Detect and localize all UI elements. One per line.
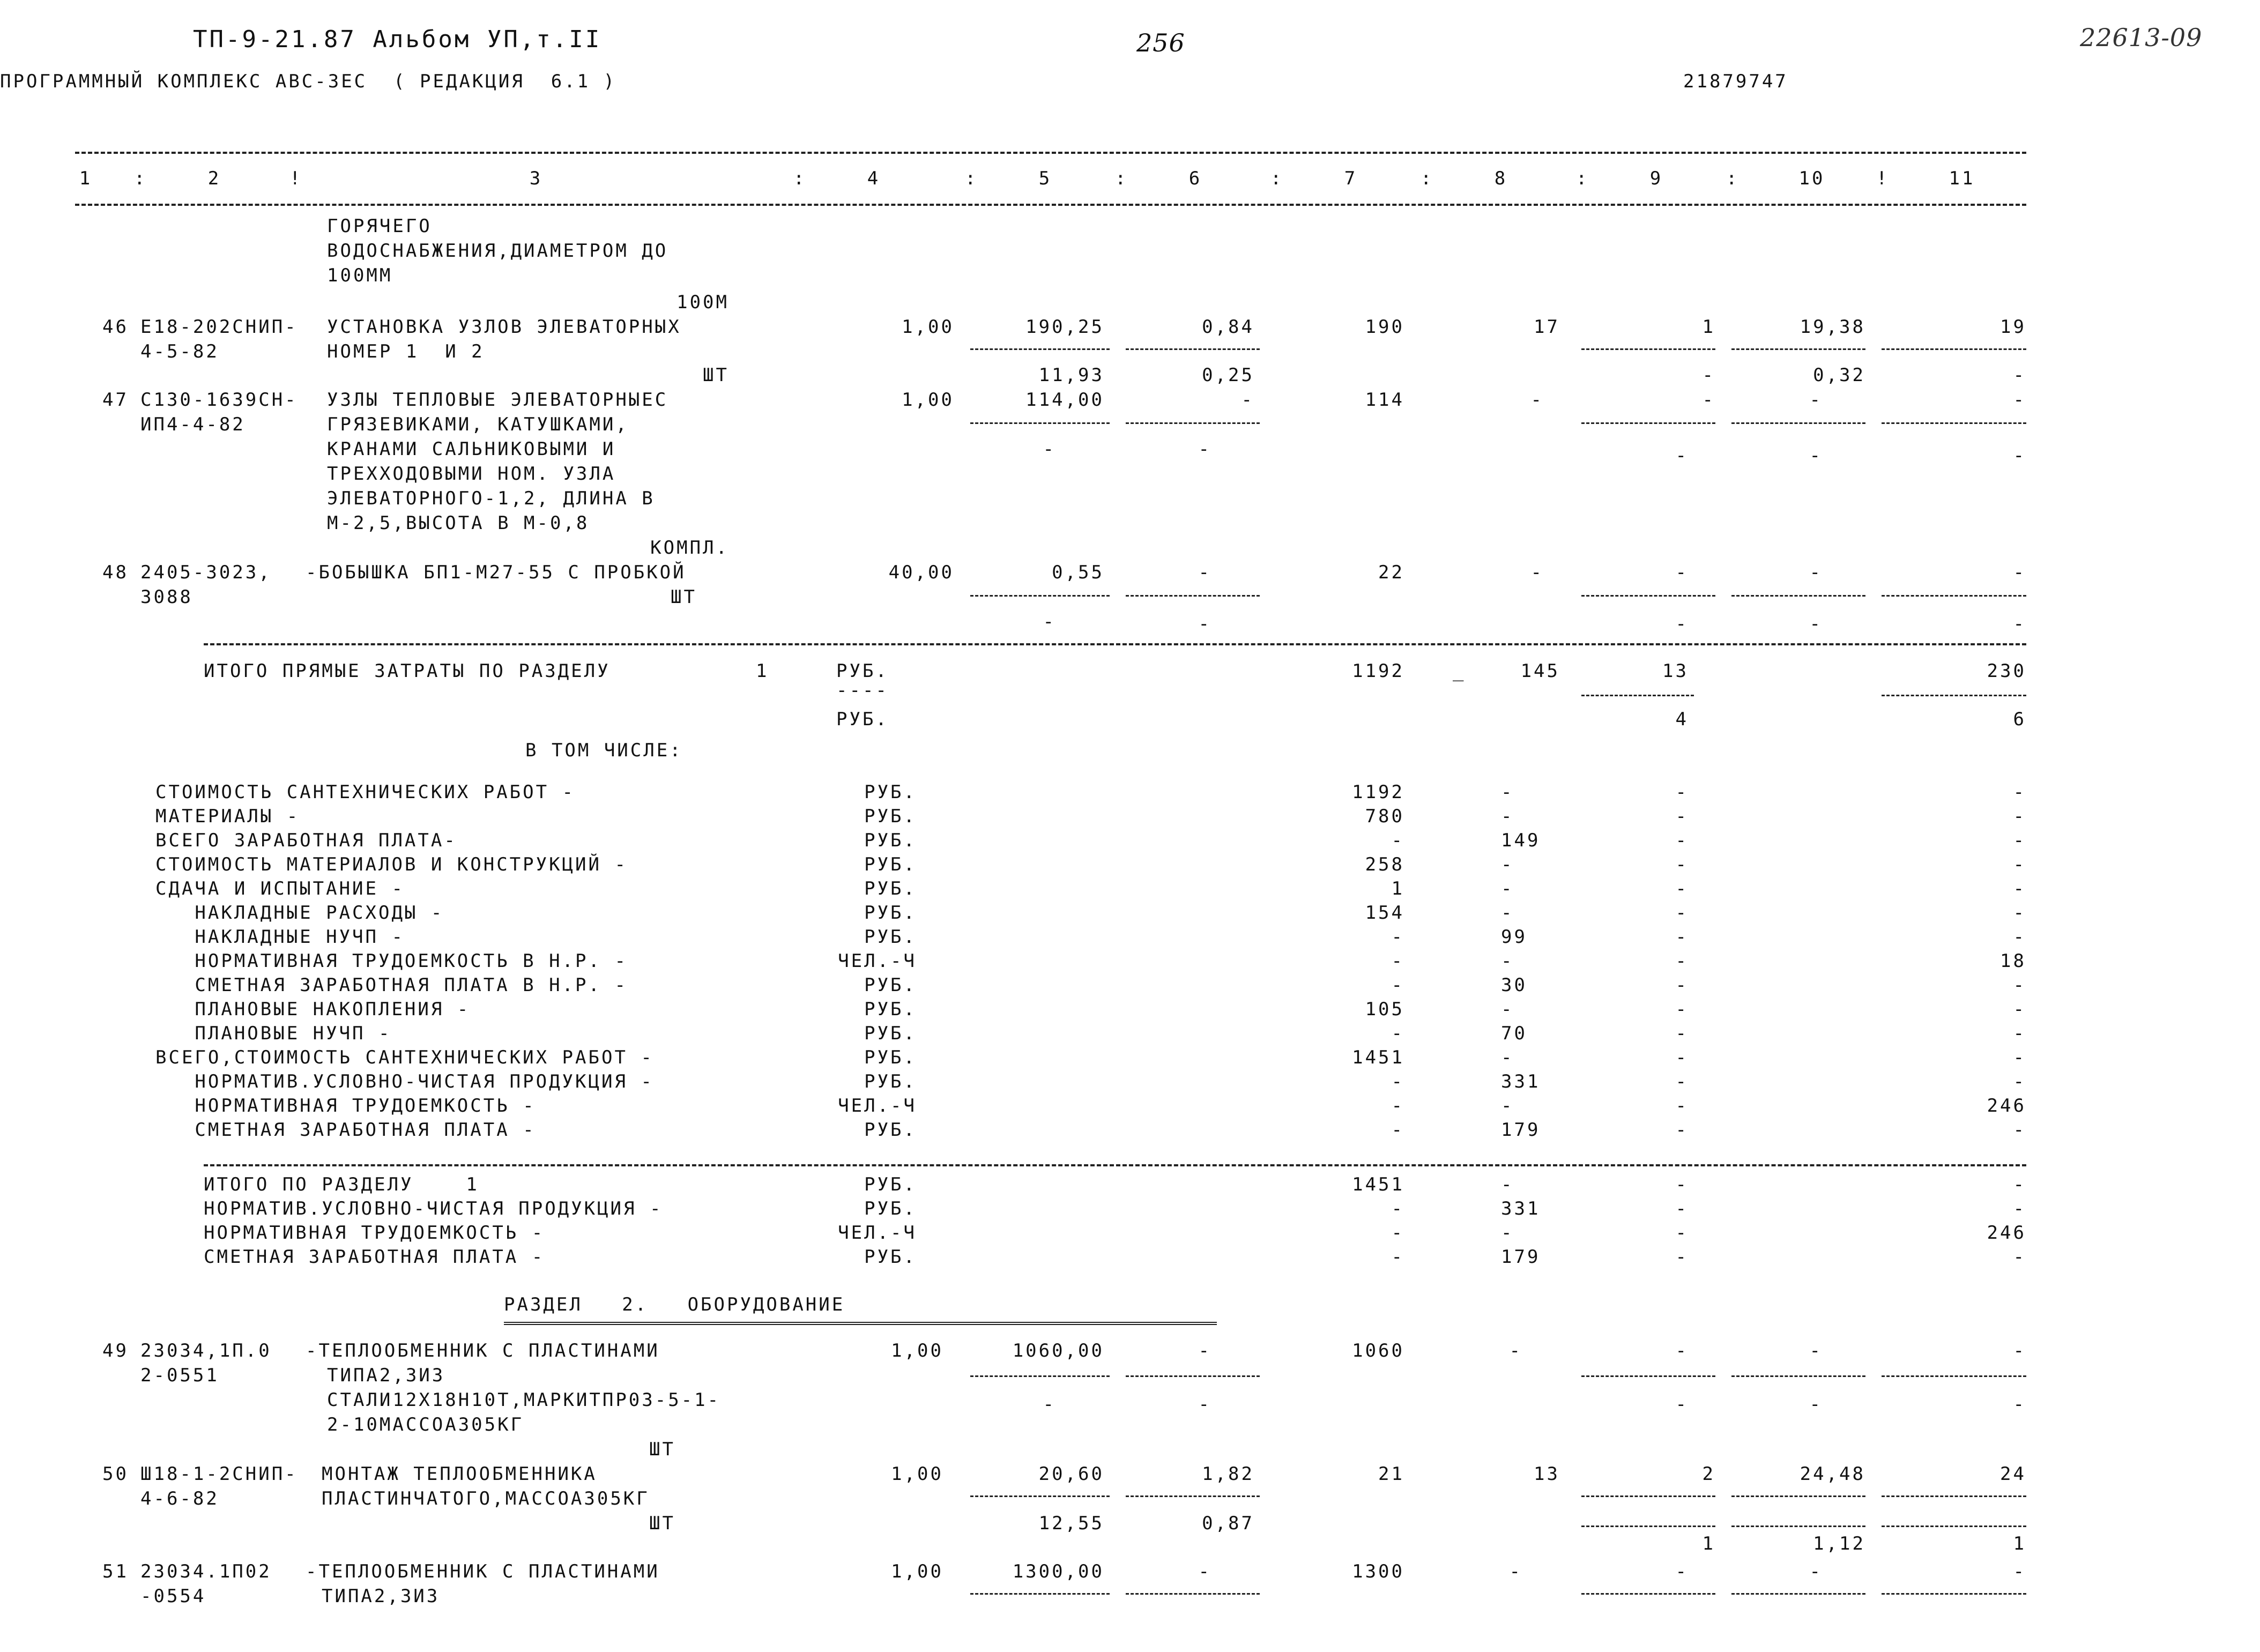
breakdown-value: -	[1675, 830, 1689, 851]
row-value: 1300,00	[1012, 1561, 1104, 1582]
total-unit-dash: ----	[836, 680, 889, 701]
breakdown-value: -	[2013, 782, 2026, 803]
row-description: ТИПА2,3И3	[322, 1586, 440, 1607]
row-code: 2405-3023,	[140, 562, 272, 583]
breakdown-value: 331	[1501, 1071, 1541, 1092]
total-value: 6	[2013, 709, 2026, 730]
total-value: 230	[1987, 660, 2026, 682]
row-wage-value: 0,32	[1813, 364, 1865, 386]
breakdown-value: -	[1675, 1246, 1689, 1268]
row-wage-value: -	[1198, 438, 1211, 460]
row-description: -ТЕПЛООБМЕННИК С ПЛАСТИНАМИ	[306, 1340, 660, 1361]
row-description: УЗЛЫ ТЕПЛОВЫЕ ЭЛЕВАТОРНЫЕС	[327, 389, 668, 411]
breakdown-value: -	[1391, 1222, 1404, 1244]
breakdown-unit: РУБ.	[864, 1246, 917, 1268]
row-description: ГРЯЗЕВИКАМИ, КАТУШКАМИ,	[327, 414, 629, 435]
row-unit: КОМПЛ.	[650, 537, 729, 559]
breakdown-value: -	[1675, 1198, 1689, 1219]
breakdown-label: СТОИМОСТЬ МАТЕРИАЛОВ И КОНСТРУКЦИЙ -	[155, 854, 628, 875]
row-wage-value: -	[2013, 445, 2026, 466]
row-value: 1,82	[1202, 1463, 1254, 1485]
row-wage-value: 1	[2013, 1533, 2026, 1554]
row-value: -	[1198, 1561, 1211, 1582]
row-wage-value: -	[1043, 1394, 1056, 1415]
breakdown-unit: РУБ.	[864, 1198, 917, 1219]
breakdown-label: ВСЕГО,СТОИМОСТЬ САНТЕХНИЧЕСКИХ РАБОТ -	[155, 1047, 654, 1068]
row-value: 114	[1365, 389, 1404, 411]
column-header: 10	[1798, 168, 1825, 189]
breakdown-value: -	[1501, 1222, 1514, 1244]
row-value: 17	[1534, 316, 1560, 338]
breakdown-value: -	[2013, 1023, 2026, 1044]
row-value: 114,00	[1025, 389, 1104, 411]
breakdown-value: 246	[1987, 1222, 2026, 1244]
row-value: -	[1809, 562, 1823, 583]
breakdown-value: 18	[2000, 950, 2026, 972]
row-description: ТИПА2,3И3	[327, 1365, 445, 1386]
row-description: КРАНАМИ САЛЬНИКОВЫМИ И	[327, 438, 616, 460]
row-wage-value: -	[1675, 613, 1689, 635]
breakdown-value: -	[1675, 999, 1689, 1020]
row-value: -	[2013, 389, 2026, 411]
breakdown-label: НОРМАТИВ.УСЛОВНО-ЧИСТАЯ ПРОДУКЦИЯ -	[204, 1198, 663, 1219]
row-description: СТАЛИ12Х18Н10Т,МАРКИТПР03-5-1-	[327, 1389, 721, 1411]
breakdown-value: -	[2013, 999, 2026, 1020]
row-description: ПЛАСТИНЧАТОГО,МАССОА305КГ	[322, 1488, 650, 1509]
breakdown-label: НАКЛАДНЫЕ РАСХОДЫ -	[155, 902, 444, 924]
breakdown-value: -	[1501, 1174, 1514, 1195]
breakdown-value: -	[1391, 1023, 1404, 1044]
row-value: -	[1241, 389, 1254, 411]
breakdown-unit: РУБ.	[864, 926, 917, 948]
row-wage-value: -	[1043, 611, 1056, 632]
breakdown-unit: РУБ.	[864, 1023, 917, 1044]
column-header: 1	[79, 168, 93, 189]
breakdown-value: 246	[1987, 1095, 2026, 1117]
row-value: 19	[2000, 316, 2026, 338]
row-value: -	[1702, 389, 1715, 411]
row-description: 100ММ	[327, 265, 393, 286]
breakdown-value: -	[2013, 854, 2026, 875]
row-value: -	[1809, 1340, 1823, 1361]
breakdown-label: СМЕТНАЯ ЗАРАБОТНАЯ ПЛАТА В Н.Р. -	[155, 974, 628, 996]
breakdown-value: -	[2013, 1119, 2026, 1141]
row-value: -	[1509, 1340, 1522, 1361]
breakdown-label: СТОИМОСТЬ САНТЕХНИЧЕСКИХ РАБОТ -	[155, 782, 576, 803]
row-description: УСТАНОВКА УЗЛОВ ЭЛЕВАТОРНЫХ	[327, 316, 681, 338]
row-description: НОМЕР 1 И 2	[327, 341, 485, 362]
page-number: 256	[1136, 28, 1185, 57]
row-value: -	[1675, 562, 1689, 583]
row-value: -	[1809, 389, 1823, 411]
breakdown-unit: РУБ.	[864, 806, 917, 827]
row-unit: ШТ	[703, 364, 729, 386]
row-value: 190,25	[1025, 316, 1104, 338]
total-value: 145	[1520, 660, 1560, 682]
column-header: 11	[1949, 168, 1975, 189]
row-code: 23034.1П02	[140, 1561, 272, 1582]
row-description: 2-10МАССОА305КГ	[327, 1414, 524, 1435]
breakdown-value: -	[1391, 950, 1404, 972]
row-value: 21	[1378, 1463, 1404, 1485]
breakdown-value: -	[1501, 806, 1514, 827]
row-description: ТРЕХХОДОВЫМИ НОМ. УЗЛА	[327, 463, 616, 485]
breakdown-value: 1451	[1352, 1047, 1404, 1068]
stamp-number: 22613-09	[2080, 23, 2203, 52]
breakdown-label: СМЕТНАЯ ЗАРАБОТНАЯ ПЛАТА -	[155, 1119, 536, 1141]
row-value: 0,55	[1052, 562, 1104, 583]
section-rule	[204, 1164, 2026, 1166]
row-code: С130-1639СН-	[140, 389, 298, 411]
breakdown-label: НОРМАТИВ.УСЛОВНО-ЧИСТАЯ ПРОДУКЦИЯ -	[155, 1071, 654, 1092]
row-code: ИП4-4-82	[140, 414, 246, 435]
row-quantity: 1,00	[891, 1340, 943, 1361]
breakdown-label: ВСЕГО ЗАРАБОТНАЯ ПЛАТА-	[155, 830, 457, 851]
total-value: 1192	[1352, 660, 1404, 682]
breakdown-value: -	[1391, 1198, 1404, 1219]
row-number: 48	[102, 562, 129, 583]
breakdown-value: 179	[1501, 1246, 1541, 1268]
column-header: 4	[867, 168, 881, 189]
row-wage-value: -	[2013, 364, 2026, 386]
row-code: 4-5-82	[140, 341, 219, 362]
row-value: 1300	[1352, 1561, 1404, 1582]
header-bottom-rule	[75, 204, 2026, 206]
row-description: -ТЕПЛООБМЕННИК С ПЛАСТИНАМИ	[306, 1561, 660, 1582]
breakdown-value: -	[1501, 878, 1514, 899]
document-code: 21879747	[1683, 71, 1788, 92]
breakdown-unit: РУБ.	[864, 878, 917, 899]
row-code: Ш18-1-2СНИП-	[140, 1463, 298, 1485]
row-value: 1060,00	[1012, 1340, 1104, 1361]
row-wage-value: -	[2013, 1394, 2026, 1415]
row-value: 13	[1534, 1463, 1560, 1485]
breakdown-value: -	[1391, 974, 1404, 996]
breakdown-value: -	[1391, 1095, 1404, 1117]
row-value: 0,84	[1202, 316, 1254, 338]
row-number: 49	[102, 1340, 129, 1361]
row-value: 190	[1365, 316, 1404, 338]
total-unit: РУБ.	[836, 660, 889, 682]
breakdown-label: НОРМАТИВНАЯ ТРУДОЕМКОСТЬ -	[204, 1222, 545, 1244]
breakdown-value: -	[1675, 1222, 1689, 1244]
row-unit: ШТ	[649, 1513, 675, 1534]
total-value: 4	[1675, 709, 1689, 730]
row-code: 4-6-82	[140, 1488, 219, 1509]
breakdown-value: -	[1501, 1095, 1514, 1117]
breakdown-value: -	[1675, 1071, 1689, 1092]
breakdown-value: -	[1391, 830, 1404, 851]
breakdown-value: -	[1675, 1047, 1689, 1068]
row-quantity: 1,00	[891, 1561, 943, 1582]
row-unit: ШТ	[649, 1439, 675, 1460]
row-number: 46	[102, 316, 129, 338]
row-code: 2-0551	[140, 1365, 219, 1386]
breakdown-unit: РУБ.	[864, 999, 917, 1020]
breakdown-value: -	[2013, 974, 2026, 996]
breakdown-value: -	[2013, 806, 2026, 827]
album-reference: ТП-9-21.87 Альбом УП,т.II	[193, 26, 602, 53]
row-value: -	[1675, 1340, 1689, 1361]
breakdown-value: 1192	[1352, 782, 1404, 803]
breakdown-value: -	[2013, 1174, 2026, 1195]
breakdown-value: -	[1391, 1119, 1404, 1141]
row-description: -БОБЫШКА БП1-М27-55 С ПРОБКОЙ	[306, 562, 686, 583]
total-unit: РУБ.	[836, 709, 889, 730]
breakdown-value: -	[2013, 1047, 2026, 1068]
breakdown-label: СМЕТНАЯ ЗАРАБОТНАЯ ПЛАТА -	[204, 1246, 545, 1268]
row-value: -	[1198, 1340, 1211, 1361]
column-header: 3	[529, 168, 543, 189]
software-title: ПРОГРАММНЫЙ КОМПЛЕКС АВС-ЗЕС ( РЕДАКЦИЯ 6.1 )	[0, 71, 617, 92]
row-number: 47	[102, 389, 129, 411]
row-value: -	[2013, 1561, 2026, 1582]
row-value: -	[1198, 562, 1211, 583]
row-number: 50	[102, 1463, 129, 1485]
row-wage-value: 0,87	[1202, 1513, 1254, 1534]
including-heading: В ТОМ ЧИСЛЕ:	[525, 740, 683, 761]
breakdown-value: -	[1675, 902, 1689, 924]
breakdown-label: НОРМАТИВНАЯ ТРУДОЕМКОСТЬ В Н.Р. -	[155, 950, 628, 972]
total-title: ИТОГО ПРЯМЫЕ ЗАТРАТЫ ПО РАЗДЕЛУ	[204, 660, 611, 682]
row-code: 23034,1П.0	[140, 1340, 272, 1361]
breakdown-value: -	[1675, 1174, 1689, 1195]
row-value: 2	[1702, 1463, 1715, 1485]
breakdown-value: -	[2013, 1198, 2026, 1219]
column-header: 8	[1494, 168, 1508, 189]
breakdown-value: -	[1501, 902, 1514, 924]
breakdown-label: ИТОГО ПО РАЗДЕЛУ 1	[204, 1174, 479, 1195]
row-wage-value: 12,55	[1038, 1513, 1104, 1534]
breakdown-label: НОРМАТИВНАЯ ТРУДОЕМКОСТЬ -	[155, 1095, 536, 1117]
column-header: 6	[1188, 168, 1202, 189]
breakdown-unit: РУБ.	[864, 1047, 917, 1068]
row-code: Е18-202СНИП-	[140, 316, 298, 338]
section-title-underline	[504, 1322, 1217, 1325]
breakdown-value: -	[1675, 974, 1689, 996]
breakdown-value: -	[1501, 950, 1514, 972]
row-value: -	[1509, 1561, 1522, 1582]
breakdown-value: -	[1501, 1047, 1514, 1068]
row-wage-value: -	[1809, 1394, 1823, 1415]
row-value: 22	[1378, 562, 1404, 583]
breakdown-value: 149	[1501, 830, 1541, 851]
breakdown-value: -	[2013, 902, 2026, 924]
breakdown-value: 1451	[1352, 1174, 1404, 1195]
breakdown-value: -	[1675, 950, 1689, 972]
row-unit: ШТ	[671, 586, 697, 608]
row-value: -	[1530, 562, 1544, 583]
breakdown-unit: РУБ.	[864, 1071, 917, 1092]
row-wage-value: -	[1809, 613, 1823, 635]
breakdown-value: -	[1675, 806, 1689, 827]
breakdown-value: 258	[1365, 854, 1404, 875]
row-wage-value: -	[2013, 613, 2026, 635]
row-wage-value: 11,93	[1038, 364, 1104, 386]
breakdown-unit: ЧЕЛ.-Ч	[838, 1222, 917, 1244]
breakdown-value: -	[1675, 782, 1689, 803]
column-header: 5	[1038, 168, 1052, 189]
breakdown-unit: РУБ.	[864, 854, 917, 875]
breakdown-label: МАТЕРИАЛЫ -	[155, 806, 300, 827]
row-description: М-2,5,ВЫСОТА В М-0,8	[327, 512, 590, 534]
row-value: 20,60	[1038, 1463, 1104, 1485]
breakdown-unit: РУБ.	[864, 830, 917, 851]
row-number: 51	[102, 1561, 129, 1582]
breakdown-value: -	[1391, 1246, 1404, 1268]
total-section-number: 1	[756, 660, 769, 682]
breakdown-value: -	[2013, 878, 2026, 899]
breakdown-value: -	[1391, 926, 1404, 948]
row-value: 19,38	[1800, 316, 1865, 338]
breakdown-label: СДАЧА И ИСПЫТАНИЕ -	[155, 878, 405, 899]
row-value: 24,48	[1800, 1463, 1865, 1485]
section-rule	[204, 643, 2026, 645]
row-code: -0554	[140, 1586, 206, 1607]
breakdown-value: -	[1675, 1095, 1689, 1117]
row-wage-value: -	[1198, 613, 1211, 635]
row-wage-value: -	[1675, 1394, 1689, 1415]
breakdown-unit: ЧЕЛ.-Ч	[838, 1095, 917, 1117]
breakdown-value: -	[2013, 926, 2026, 948]
row-code: 3088	[140, 586, 193, 608]
breakdown-label: ПЛАНОВЫЕ НУЧП -	[155, 1023, 392, 1044]
breakdown-value: 331	[1501, 1198, 1541, 1219]
row-description: МОНТАЖ ТЕПЛООБМЕННИКА	[322, 1463, 597, 1485]
breakdown-value: -	[1675, 926, 1689, 948]
row-wage-value: -	[1809, 445, 1823, 466]
row-value: 24	[2000, 1463, 2026, 1485]
breakdown-value: -	[1501, 854, 1514, 875]
column-header: 9	[1649, 168, 1663, 189]
total-value: _	[1453, 660, 1466, 682]
breakdown-value: 780	[1365, 806, 1404, 827]
row-wage-value: -	[1043, 438, 1056, 460]
breakdown-value: -	[1675, 854, 1689, 875]
breakdown-value: -	[2013, 830, 2026, 851]
row-value: -	[2013, 1340, 2026, 1361]
row-wage-value: 1	[1702, 1533, 1715, 1554]
row-quantity: 1,00	[902, 389, 954, 411]
column-header: 2	[207, 168, 221, 189]
breakdown-value: -	[1675, 1023, 1689, 1044]
row-value: -	[2013, 562, 2026, 583]
breakdown-value: 154	[1365, 902, 1404, 924]
row-quantity: 1,00	[902, 316, 954, 338]
breakdown-value: 30	[1501, 974, 1527, 996]
row-wage-value: -	[1675, 445, 1689, 466]
breakdown-value: -	[1675, 878, 1689, 899]
row-description: ЭЛЕВАТОРНОГО-1,2, ДЛИНА В	[327, 488, 655, 509]
breakdown-value: 179	[1501, 1119, 1541, 1141]
row-value: -	[1530, 389, 1544, 411]
breakdown-value: -	[1501, 999, 1514, 1020]
row-value: -	[1809, 1561, 1823, 1582]
breakdown-label: НАКЛАДНЫЕ НУЧП -	[155, 926, 405, 948]
header-top-rule	[75, 152, 2026, 154]
breakdown-value: 105	[1365, 999, 1404, 1020]
breakdown-unit: ЧЕЛ.-Ч	[838, 950, 917, 972]
breakdown-unit: РУБ.	[864, 1119, 917, 1141]
row-wage-value: 0,25	[1202, 364, 1254, 386]
section-title: РАЗДЕЛ 2. ОБОРУДОВАНИЕ	[504, 1294, 845, 1315]
row-value: 1060	[1352, 1340, 1404, 1361]
row-value: -	[1675, 1561, 1689, 1582]
breakdown-value: 1	[1391, 878, 1404, 899]
breakdown-value: -	[1675, 1119, 1689, 1141]
breakdown-unit: РУБ.	[864, 974, 917, 996]
row-wage-value: -	[1198, 1394, 1211, 1415]
row-wage-value: -	[1702, 364, 1715, 386]
breakdown-value: -	[1501, 782, 1514, 803]
breakdown-value: 99	[1501, 926, 1527, 948]
total-value: 13	[1662, 660, 1689, 682]
column-header: 7	[1344, 168, 1358, 189]
breakdown-value: 70	[1501, 1023, 1527, 1044]
breakdown-unit: РУБ.	[864, 902, 917, 924]
breakdown-unit: РУБ.	[864, 782, 917, 803]
breakdown-value: -	[2013, 1246, 2026, 1268]
row-wage-value: 1,12	[1813, 1533, 1865, 1554]
row-unit: 100М	[676, 292, 729, 313]
row-description: ВОДОСНАБЖЕНИЯ,ДИАМЕТРОМ ДО	[327, 240, 668, 262]
row-value: 1	[1702, 316, 1715, 338]
breakdown-label: ПЛАНОВЫЕ НАКОПЛЕНИЯ -	[155, 999, 471, 1020]
row-quantity: 1,00	[891, 1463, 943, 1485]
row-description: ГОРЯЧЕГО	[327, 215, 432, 237]
breakdown-value: -	[1391, 1071, 1404, 1092]
row-quantity: 40,00	[888, 562, 954, 583]
breakdown-unit: РУБ.	[864, 1174, 917, 1195]
breakdown-value: -	[2013, 1071, 2026, 1092]
